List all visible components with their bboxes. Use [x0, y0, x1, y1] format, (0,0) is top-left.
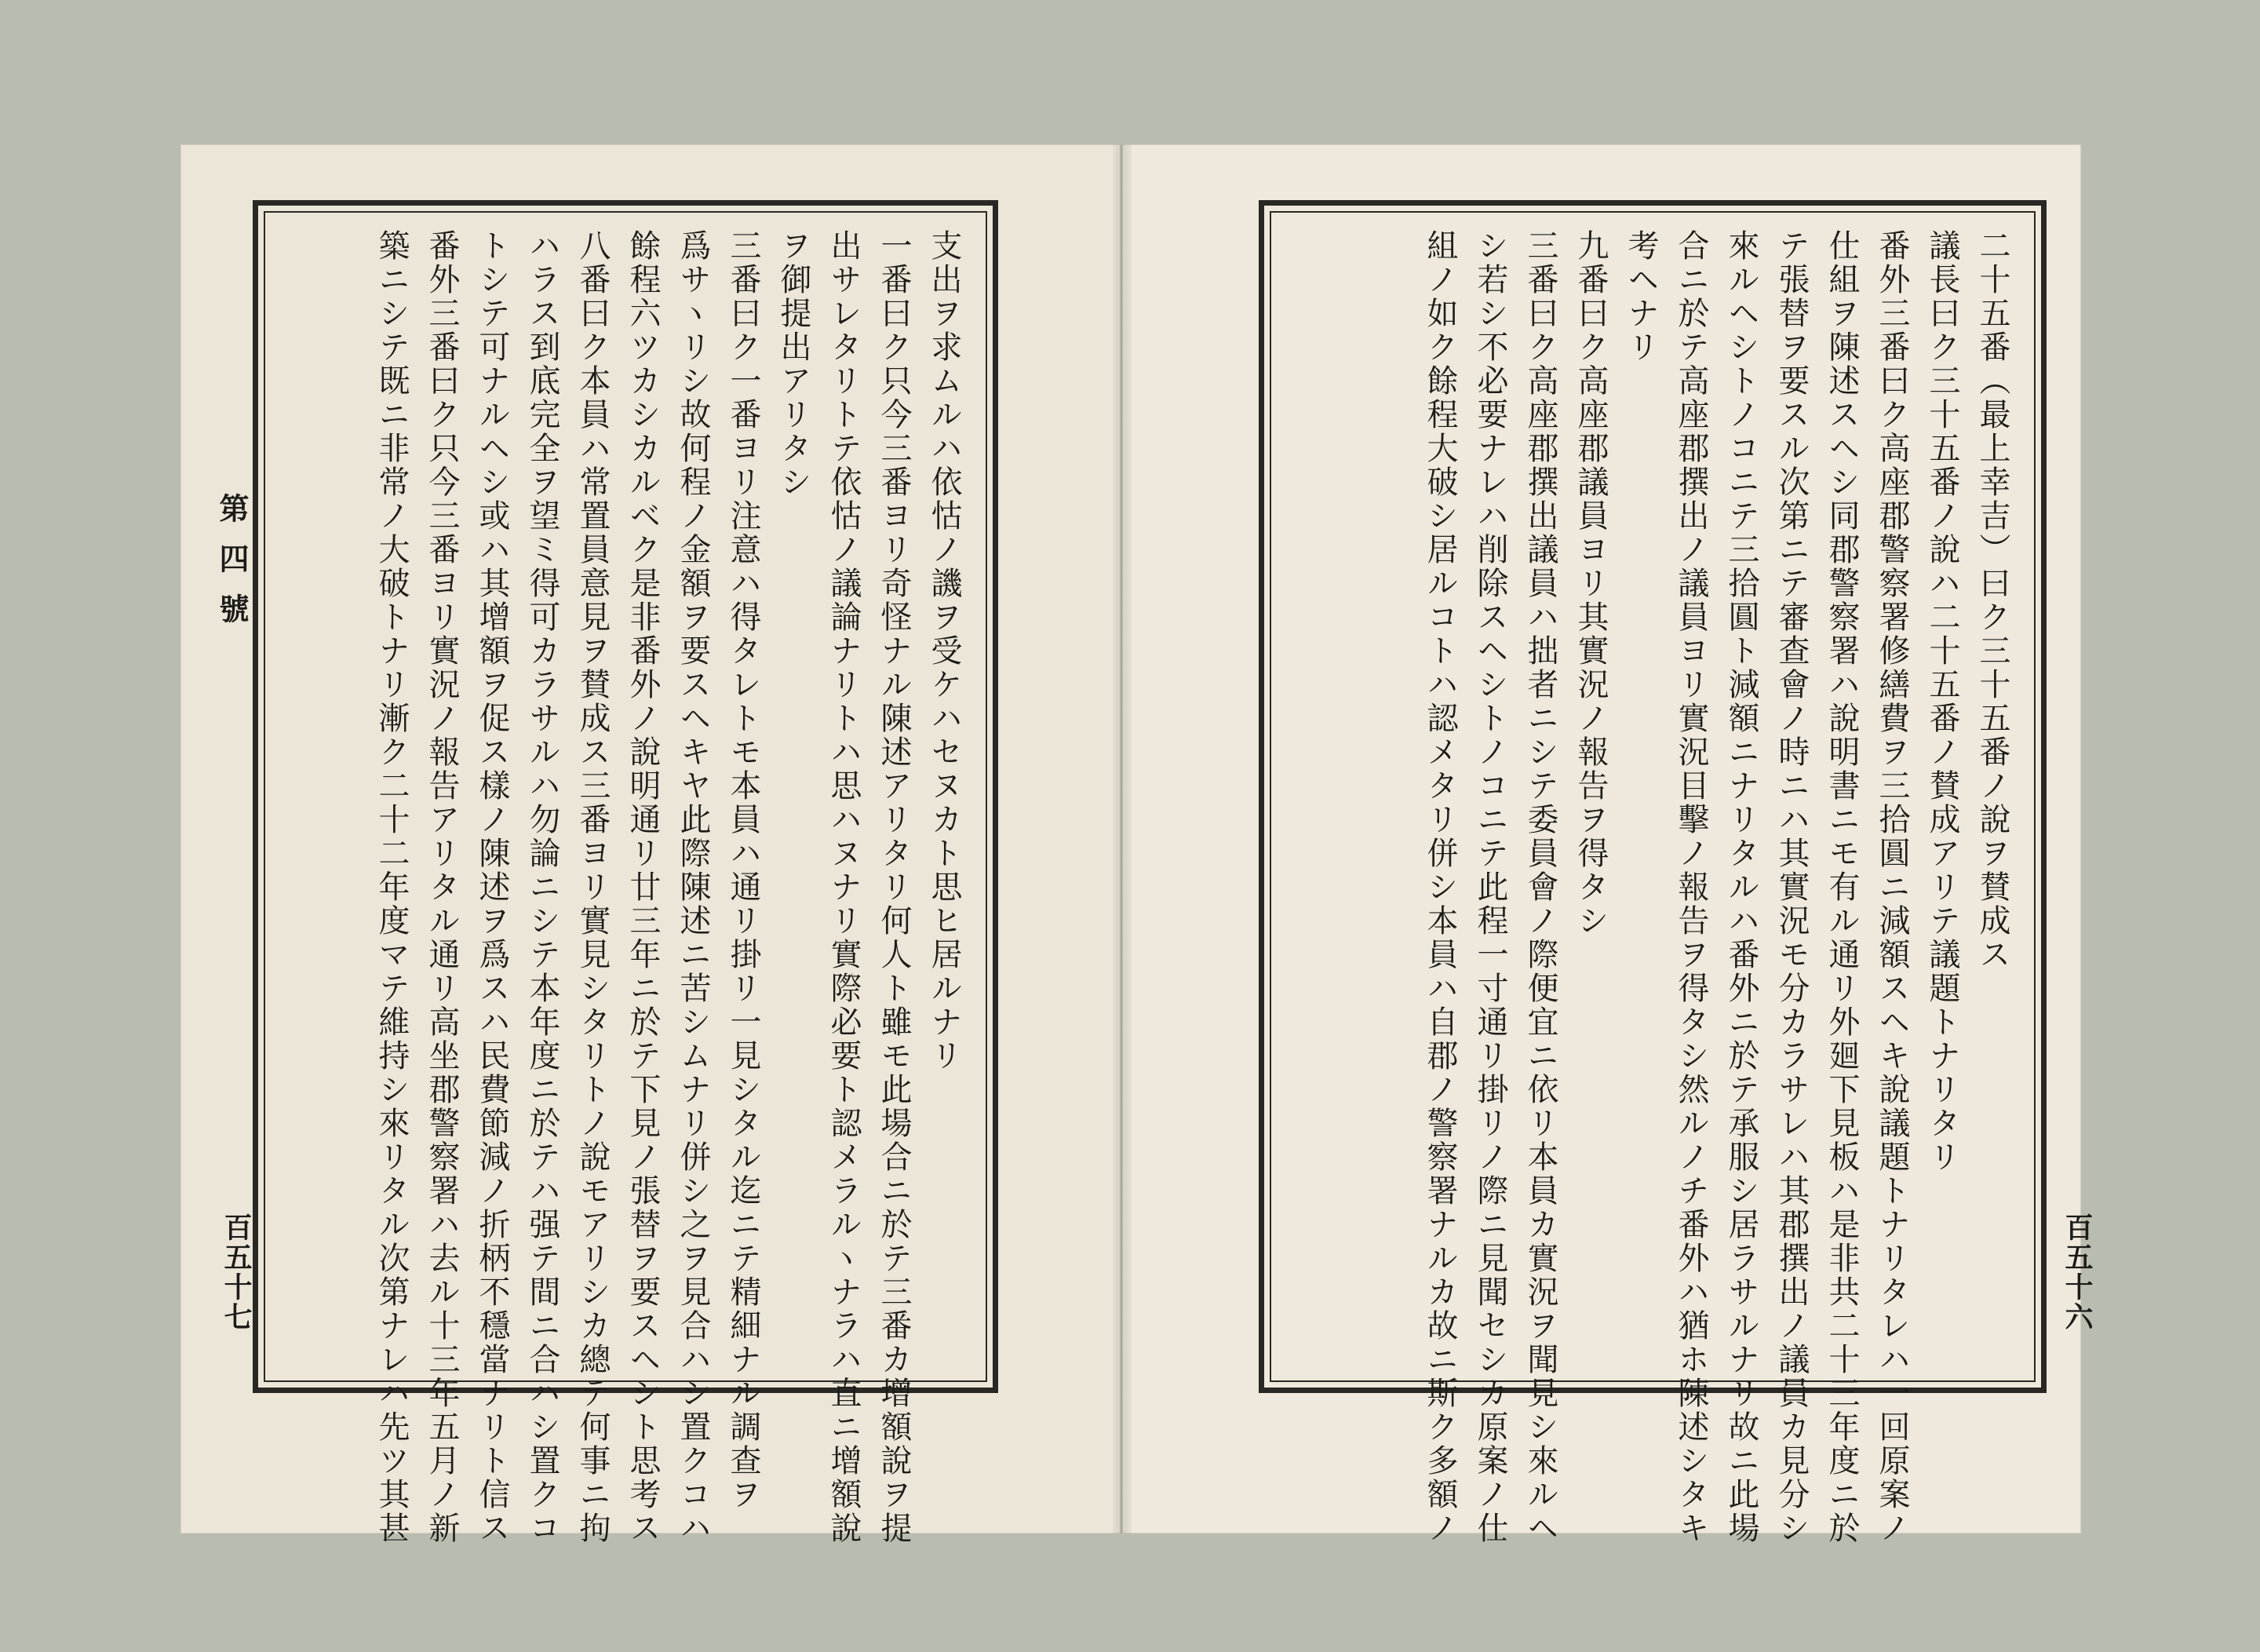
- text-column: ヲ御提出アリタシ: [775, 229, 811, 499]
- issue-label: 第四號: [214, 493, 250, 644]
- text-column: 組ノ如ク餘程大破シ居ルコトハ認メタリ併シ本員ハ自郡ノ警察署ナルカ故ニ斯ク多額ノ: [1422, 229, 1458, 1545]
- text-column: 番外三番曰ク高座郡警察署修繕費ヲ三拾圓ニ減額スヘキ說議題トナリタレハ一回原案ノ: [1874, 229, 1910, 1545]
- text-column: 爲サヽリシ故何程ノ金額ヲ要スヘキヤ此際陳述ニ苦シムナリ併シ之ヲ見合ハシ置クコハ: [675, 229, 711, 1545]
- left-text-block: [277, 229, 969, 1545]
- text-column: ハラス到底完全ヲ望ミ得可カラサルハ勿論ニシテ本年度ニ於テハ强テ間ニ合ハシ置クコ: [524, 229, 560, 1545]
- right-text-frame: [1259, 200, 2047, 1545]
- text-column: 番外三番曰ク只今三番ヨリ實況ノ報告アリタル通リ高坐郡警察署ハ去ル十三年五月ノ新: [424, 229, 460, 1545]
- text-column: トシテ可ナルヘシ或ハ其增額ヲ促ス樣ノ陳述ヲ爲スハ民費節減ノ折柄不穩當ナリト信ス: [474, 229, 510, 1545]
- text-column: 仕組ヲ陳述スヘシ同郡警察署ハ說明書ニモ有ル通リ外廻下見板ハ是非共二十三年度ニ於: [1824, 229, 1860, 1545]
- text-column: 二十五番（最上幸吉）曰ク三十五番ノ說ヲ賛成ス: [1974, 229, 2010, 972]
- text-column: 來ルヘシトノコニテ三拾圓ト減額ニナリタルハ番外ニ於テ承服シ居ラサルナリ故ニ此場: [1723, 229, 1759, 1545]
- left-page-number: 百五十七: [220, 1213, 253, 1332]
- text-column: テ張替ヲ要スル次第ニテ審查會ノ時ニハ其實況モ分カラサレハ其郡撰出ノ議員カ見分シ: [1773, 229, 1810, 1545]
- right-text-block: [1283, 229, 2018, 1545]
- text-column: 築ニシテ既ニ非常ノ大破トナリ漸ク二十二年度マテ維持シ來リタル次第ナレハ先ツ其甚: [374, 229, 410, 1545]
- text-column: 八番曰ク本員ハ常置員意見ヲ賛成ス三番ヨリ實見シタリトノ說モアリシカ總テ何事ニ拘: [574, 229, 611, 1545]
- text-column: 出サレタリトテ依怙ノ議論ナリトハ思ハヌナリ實際必要ト認メラルヽナラハ直ニ增額說: [826, 229, 862, 1545]
- text-column: 合ニ於テ高座郡撰出ノ議員ヨリ實況目擊ノ報告ヲ得タシ然ルノチ番外ハ猶ホ陳述シタキ: [1673, 229, 1709, 1545]
- book-gutter: [1113, 144, 1132, 1533]
- text-column: 餘程六ツカシカルベク是非番外ノ說明通リ廿三年ニ於テ下見ノ張替ヲ要スヘシト思考ス: [625, 229, 661, 1545]
- right-page-number: 百五十六: [2061, 1213, 2094, 1332]
- text-column: 考ヘナリ: [1623, 229, 1659, 364]
- text-column: シ若シ不必要ナレハ削除スヘシトノコニテ此程一寸通リ掛リノ際ニ見聞セシカ原案ノ仕: [1472, 229, 1508, 1545]
- text-column: 三番曰ク高座郡撰出議員ハ拙者ニシテ委員會ノ際便宜ニ依リ本員カ實況ヲ聞見シ來ルヘ: [1522, 229, 1558, 1545]
- text-column: 一番曰ク只今三番ヨリ奇怪ナル陳述アリタリ何人ト雖モ此場合ニ於テ三番カ增額說ヲ提: [876, 229, 912, 1545]
- text-column: 三番曰ク一番ヨリ注意ハ得タレトモ本員ハ通リ掛リ一見シタル迄ニテ精細ナル調查ヲ: [725, 229, 761, 1512]
- text-column: 議長曰ク三十五番ノ說ハ二十五番ノ賛成アリテ議題トナリタリ: [1924, 229, 1960, 1174]
- left-text-frame: [253, 200, 998, 1545]
- text-column: 支出ヲ求ムルハ依怙ノ譏ヲ受ケハセヌカト思ヒ居ルナリ: [926, 229, 962, 1073]
- text-column: 九番曰ク高座郡議員ヨリ其實況ノ報告ヲ得タシ: [1573, 229, 1609, 938]
